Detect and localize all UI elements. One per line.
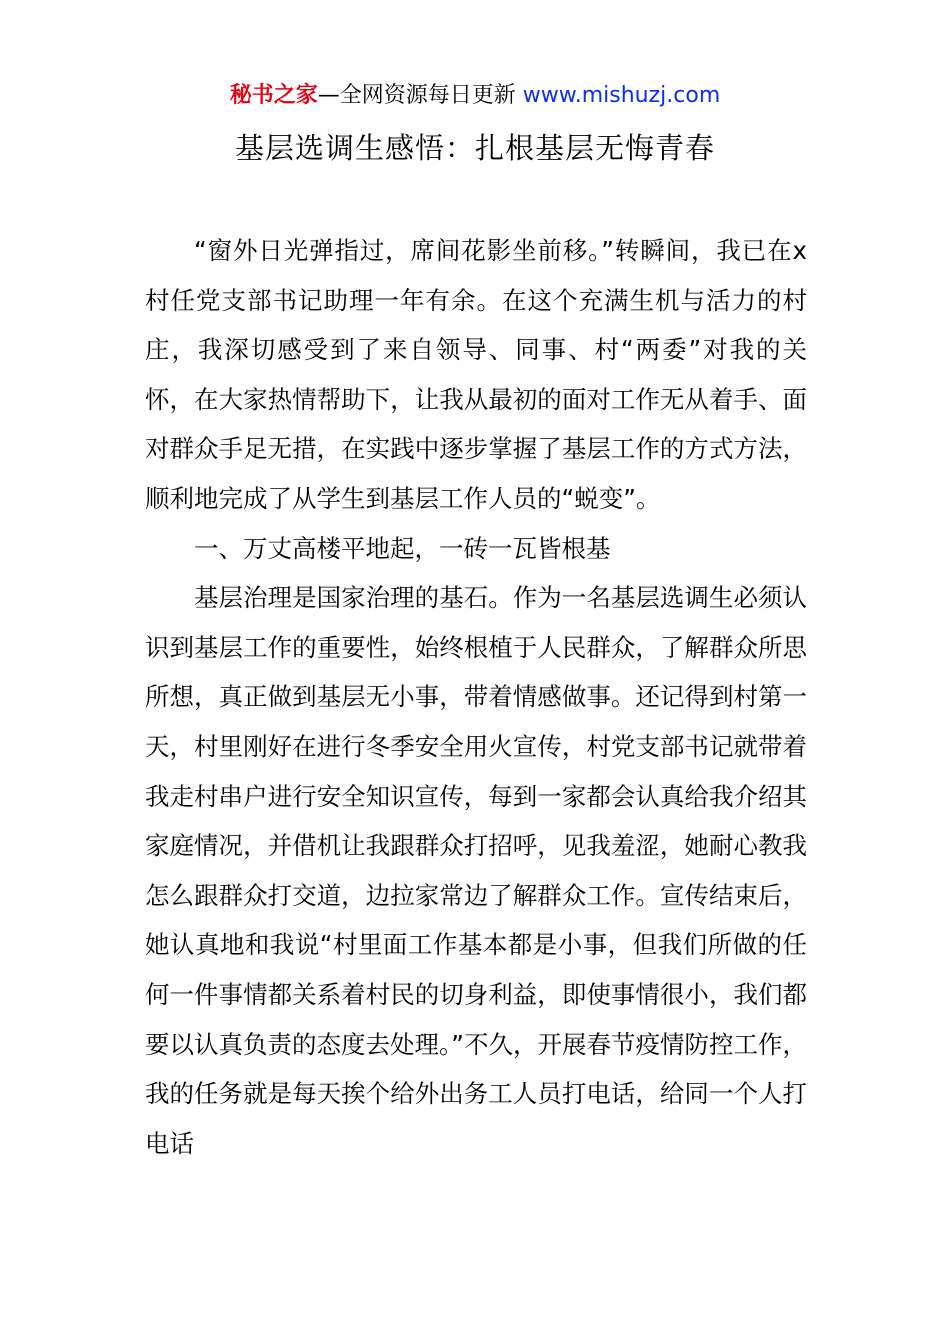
site-header [0, 80, 950, 112]
section-heading: 一、万丈高楼平地起，一砖一瓦皆根基 [194, 533, 611, 563]
paragraph-body: 基层治理是国家治理的基石。作为一名基层选调生必须认识到基层工作的重要性，始终根植于人民群众，了解群众所思所想，真正做到基层无小事，带着情感做事。还记得到村第一天，村里刚好在进行冬季安全用火宣传，村党支部书记就带着我走村串户进行安全知识宣传，每到一家都会认真给我介绍其家庭情况，并借机让我跟群众打招呼，见我羞涩，她耐心教我怎么跟群众打交道，边拉家常边了解群众工作。宣传结束后，她认真地和我说“村里面工作基本都是小事，但我们所做的任何一件事情都关系着村民的切身利益，即使事情很小，我们都要以认真负责的态度去处理。”不久，开展春节疫情防控工作，我的任务就是每天挨个给外出务工人员打电话，给同一个人打电话 [145, 583, 807, 1158]
document-body [145, 226, 807, 1168]
header-tagline: —全网资源每日更新 [317, 83, 516, 108]
document-title: 基层选调生感悟：扎根基层无悔青春 [234, 131, 715, 165]
site-url[interactable]: www.mishuzj.com [522, 83, 721, 108]
brand-name: 秘书之家 [229, 83, 318, 108]
paragraph-intro: “窗外日光弹指过，席间花影坐前移。”转瞬间，我已在x村任党支部书记助理一年有余。在这个充满生机与活力的村庄，我深切感受到了来自领导、同事、村“两委”对我的关怀，在大家热情帮助下，让我从最初的面对工作无从着手、面对群众手足无措，在实践中逐步掌握了基层工作的方式方法，顺利地完成了从学生到基层工作人员的“蜕变”。 [145, 236, 807, 513]
